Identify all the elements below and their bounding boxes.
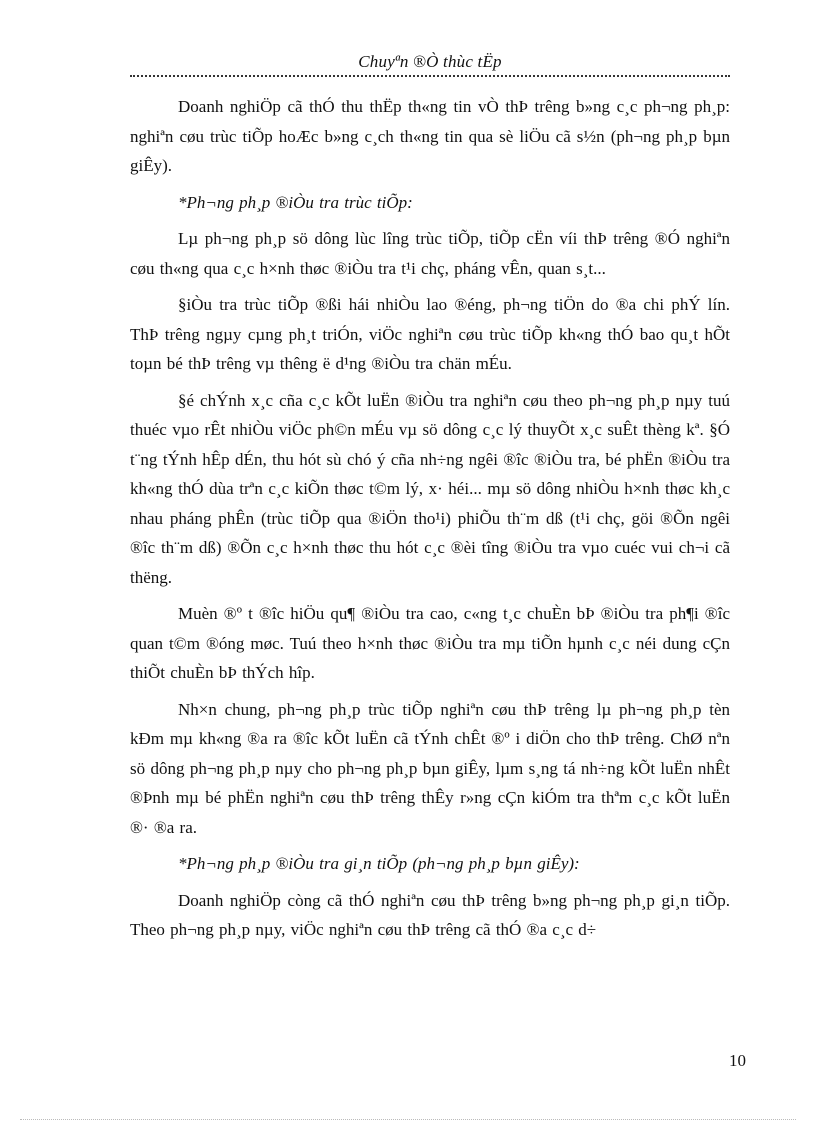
paragraph: Doanh nghiÖp còng cã thÓ nghiªn cøu thÞ trêng b»ng ph¬ng ph¸p gi¸n tiÕp. Theo ph¬ng ph¸p nµy, viÖc nghiªn cøu thÞ trêng cã thÓ ®a c¸c d÷ <box>130 890 730 939</box>
body-text <box>130 92 730 952</box>
paragraph: Muèn ®º t ®îc hiÖu qu¶ ®iÒu tra cao, c«ng t¸c chuÈn bÞ ®iÒu tra ph¶i ®îc quan t©m ®óng møc. Tuú theo h×nh thøc ®iÒu tra mµ tiÕn hµnh c¸c néi dung cÇn thiÕt chuÈn bÞ thÝch hîp. <box>130 604 730 682</box>
header-divider <box>130 75 730 77</box>
paragraph: Nh×n chung, ph¬ng ph¸p trùc tiÕp nghiªn cøu thÞ trêng lµ ph¬ng ph¸p tèn kÐm mµ kh«ng ®a ra ®îc kÕt luËn cã tÝnh chÊt ®º i diÖn cho thÞ trêng. ChØ nªn sö dông ph¬ng ph¸p nµy cho ph¬ng ph¸p bµn giÊy, lµm s¸ng tá nh÷ng kÕt luËn nhÊt ®Þnh mµ bé phËn nghiªn cøu thÞ trêng thÊy r»ng cÇn kiÓm tra thªm c¸c kÕt luËn ®· ®a ra. <box>130 699 730 837</box>
paragraph: §é chÝnh x¸c cña c¸c kÕt luËn ®iÒu tra nghiªn cøu theo ph¬ng ph¸p nµy tuú thuéc vµo rÊt nhiÒu viÖc ph©n mÉu vµ sö dông c¸c lý thuyÕt x¸c suÊt thèng kª. §Ó t¨ng tÝnh hÊp dÉn, thu hót sù chó ý cña nh÷ng ngêi ®îc ®iÒu tra, bé phËn ®iÒu tra kh«ng thÓ dùa trªn c¸c kiÕn thøc t©m lý, x· héi... mµ sö dông nhiÒu h×nh thøc kh¸c nhau pháng phÊn (trùc tiÕp qua ®iÖn tho¹i) phiÕu th¨m dß (t¹i chç, göi ®Õn ngêi ®îc th¨m dß) ®Õn c¸c h×nh thøc thu hót c¸c ®èi tîng ®iÒu tra vµo cuéc vui ch¬i cã thëng. <box>130 390 730 587</box>
page-number: 10 <box>729 1051 746 1070</box>
running-header: Chuyªn ®Ò thùc tËp <box>358 52 502 71</box>
footer-divider <box>20 1119 796 1120</box>
section-heading-indirect-survey: *Ph¬ng ph¸p ®iÒu tra gi¸n tiÕp (ph¬ng ph¸p bµn giÊy): <box>178 854 580 873</box>
paragraph: Lµ ph¬ng ph¸p sö dông lùc lîng trùc tiÕp, tiÕp cËn víi thÞ trêng ®Ó nghiªn cøu th«ng qua c¸c h×nh thøc ®iÒu tra t¹i chç, pháng vÊn, quan s¸t... <box>130 229 730 278</box>
paragraph-intro: Doanh nghiÖp cã thÓ thu thËp th«ng tin vÒ thÞ trêng b»ng c¸c ph¬ng ph¸p: nghiªn cøu trùc tiÕp hoÆc b»ng c¸ch th«ng tin qua sè liÖu cã s½n (ph¬ng ph¸p bµn giÊy). <box>130 97 730 175</box>
section-heading-direct-survey: *Ph¬ng ph¸p ®iÒu tra trùc tiÕp: <box>178 192 413 212</box>
paragraph: §iÒu tra trùc tiÕp ®ßi hái nhiÒu lao ®éng, ph¬ng tiÖn do ®a chi phÝ lín. ThÞ trêng ngµy cµng ph¸t triÓn, viÖc nghiªn cøu trùc tiÕp kh«ng thÓ bao qu¸t hÕt toµn bé thÞ trêng vµ thêng ë d¹ng ®iÒu tra chän mÉu. <box>130 295 730 373</box>
